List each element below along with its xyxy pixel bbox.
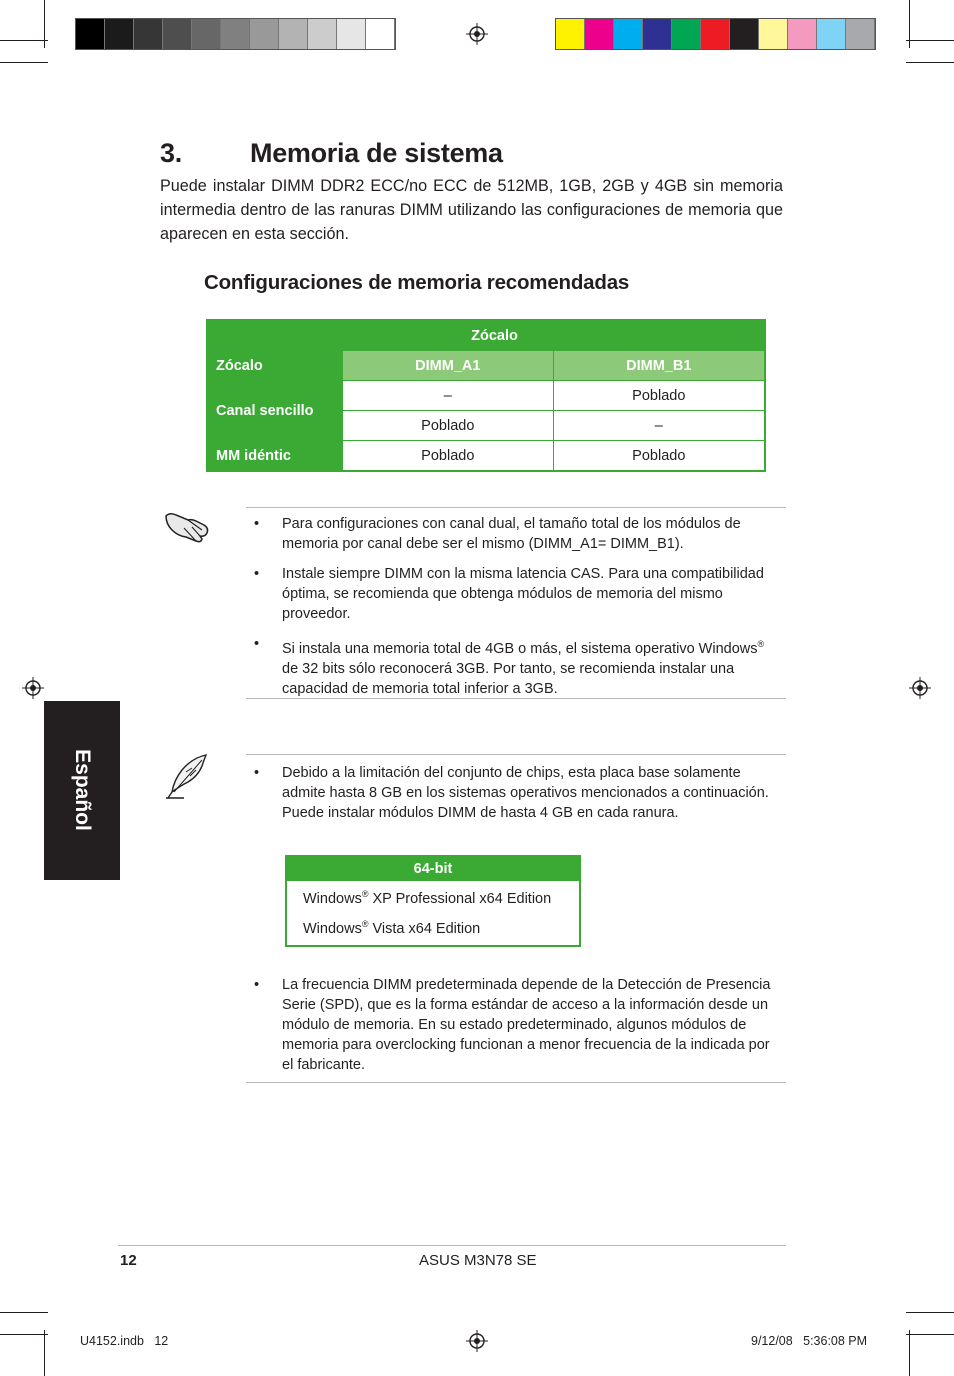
color-swatch [585,19,614,49]
print-slug-timestamp: 9/12/08 5:36:08 PM [751,1334,868,1348]
registered-mark: ® [361,889,369,900]
color-swatch [846,19,875,49]
os-edition: XP Professional x64 Edition [368,890,552,907]
color-swatch [701,19,730,49]
bullet-mark: • [254,516,260,532]
crop-mark [0,1312,48,1313]
table-row [286,881,580,913]
os-table-header: 64-bit [286,856,580,881]
registration-mark-icon [22,677,44,699]
single-channel-label: Canal sencillo [207,381,343,441]
row-label-header: Zócalo [207,351,343,381]
info-note-list [254,975,784,1075]
registration-mark-icon [909,677,931,699]
color-swatch [788,19,817,49]
note-text: de 32 bits sólo reconocerá 3GB. Por tanto, se recomienda instalar una capacidad de memoria total inferior a 3GB. [282,660,735,697]
table-cell [286,881,580,913]
os-name: Windows [303,920,362,937]
color-calibration-bar [555,18,876,50]
os-support-table [285,855,581,947]
section-number: 3. [160,138,182,168]
language-side-tab [44,701,120,880]
crop-mark [906,1312,954,1313]
note-text: Si instala una memoria total de 4GB o más, el sistema operativo Windows [282,640,758,657]
quill-pen-icon [162,752,212,802]
crop-mark [906,62,954,63]
color-swatch [366,19,395,49]
bullet-mark: • [254,566,260,582]
table-cell [286,913,580,946]
note-text: Instale siempre DIMM con la misma latencia CAS. Para una compatibilidad óptima, se recomienda que obtenga módulos de memoria del mismo proveedor. [282,566,764,622]
memory-config-table [206,319,766,472]
hand-pointing-icon [162,506,212,544]
subsection-title: Configuraciones de memoria recomendadas [204,271,630,294]
note-text: Debido a la limitación del conjunto de chips, esta placa base solamente admite hasta 8 GB en los sistemas operativos mencionados a continuación. Puede instalar módulos DIMM de hasta 4 GB en cada ranura. [282,765,769,821]
crop-mark [906,1334,954,1335]
color-swatch [163,19,192,49]
list-item [254,564,784,624]
divider [246,698,786,699]
bullet-mark: • [254,636,260,652]
crop-mark [909,0,910,48]
divider [246,507,786,508]
table-cell: – [343,381,554,411]
footer-divider [118,1245,786,1246]
table-row [207,441,765,472]
color-swatch [672,19,701,49]
table-cell: Poblado [553,441,765,472]
color-swatch [250,19,279,49]
list-item [254,634,784,699]
registered-mark: ® [757,639,765,649]
bullet-mark: • [254,765,260,781]
os-edition: Vista x64 Edition [368,920,481,937]
column-header-dimm-b1: DIMM_B1 [553,351,765,381]
table-row [207,381,765,411]
table-cell: Poblado [343,411,554,441]
note-text: Para configuraciones con canal dual, el tamaño total de los módulos de memoria por canal debe ser el mismo (DIMM_A1= DIMM_B1). [282,516,741,552]
registration-mark-icon [466,23,488,45]
color-swatch [337,19,366,49]
list-item [254,763,784,823]
table-row [286,913,580,946]
color-swatch [192,19,221,49]
page-number: 12 [120,1252,137,1269]
crop-mark [0,40,48,41]
column-header-dimm-a1: DIMM_A1 [343,351,554,381]
crop-mark [906,40,954,41]
color-swatch [817,19,846,49]
crop-mark [0,1334,48,1335]
color-swatch [308,19,337,49]
crop-mark [909,1330,910,1376]
color-swatch [105,19,134,49]
os-name: Windows [303,890,362,907]
crop-mark [44,0,45,48]
divider [246,754,786,755]
section-title-text: Memoria de sistema [250,138,503,168]
color-swatch [759,19,788,49]
color-swatch [730,19,759,49]
table-cell: – [553,411,765,441]
table-header-row [207,320,765,351]
color-swatch [643,19,672,49]
crop-mark [0,62,48,63]
section-title [160,138,503,169]
list-item [254,514,784,554]
note-text: La frecuencia DIMM predeterminada depende de la Detección de Presencia Serie (SPD), que es la forma estándar de acceso a la información desde un módulo de memoria. En su estado predeterminado, algunos módulos de memoria para overclocking funcionan a menor frecuencia de la indicada por el fabricante. [282,977,771,1073]
table-column-header-row [207,351,765,381]
dual-channel-label: MM idéntic [207,441,343,472]
bullet-mark: • [254,977,260,993]
note-list [254,514,784,699]
grayscale-calibration-bar [75,18,396,50]
table-header-row [286,856,580,881]
intro-paragraph: Puede instalar DIMM DDR2 ECC/no ECC de 512MB, 1GB, 2GB y 4GB sin memoria intermedia dentro de las ranuras DIMM utilizando las configuraciones de memoria que aparecen en esta sección. [160,177,783,243]
table-top-header: Zócalo [343,320,766,351]
registered-mark: ® [361,919,369,930]
color-swatch [134,19,163,49]
print-slug-file: U4152.indb 12 [80,1334,169,1348]
crop-mark [44,1330,45,1376]
color-swatch [221,19,250,49]
info-note-list [254,763,784,823]
table-cell: Poblado [553,381,765,411]
color-swatch [556,19,585,49]
list-item [254,975,784,1075]
product-model: ASUS M3N78 SE [419,1252,537,1269]
table-top-header [207,320,343,351]
color-swatch [614,19,643,49]
language-side-tab-label: Español [71,749,94,831]
divider [246,1082,786,1083]
color-swatch [76,19,105,49]
color-swatch [279,19,308,49]
registration-mark-icon [466,1330,488,1352]
table-cell: Poblado [343,441,554,472]
